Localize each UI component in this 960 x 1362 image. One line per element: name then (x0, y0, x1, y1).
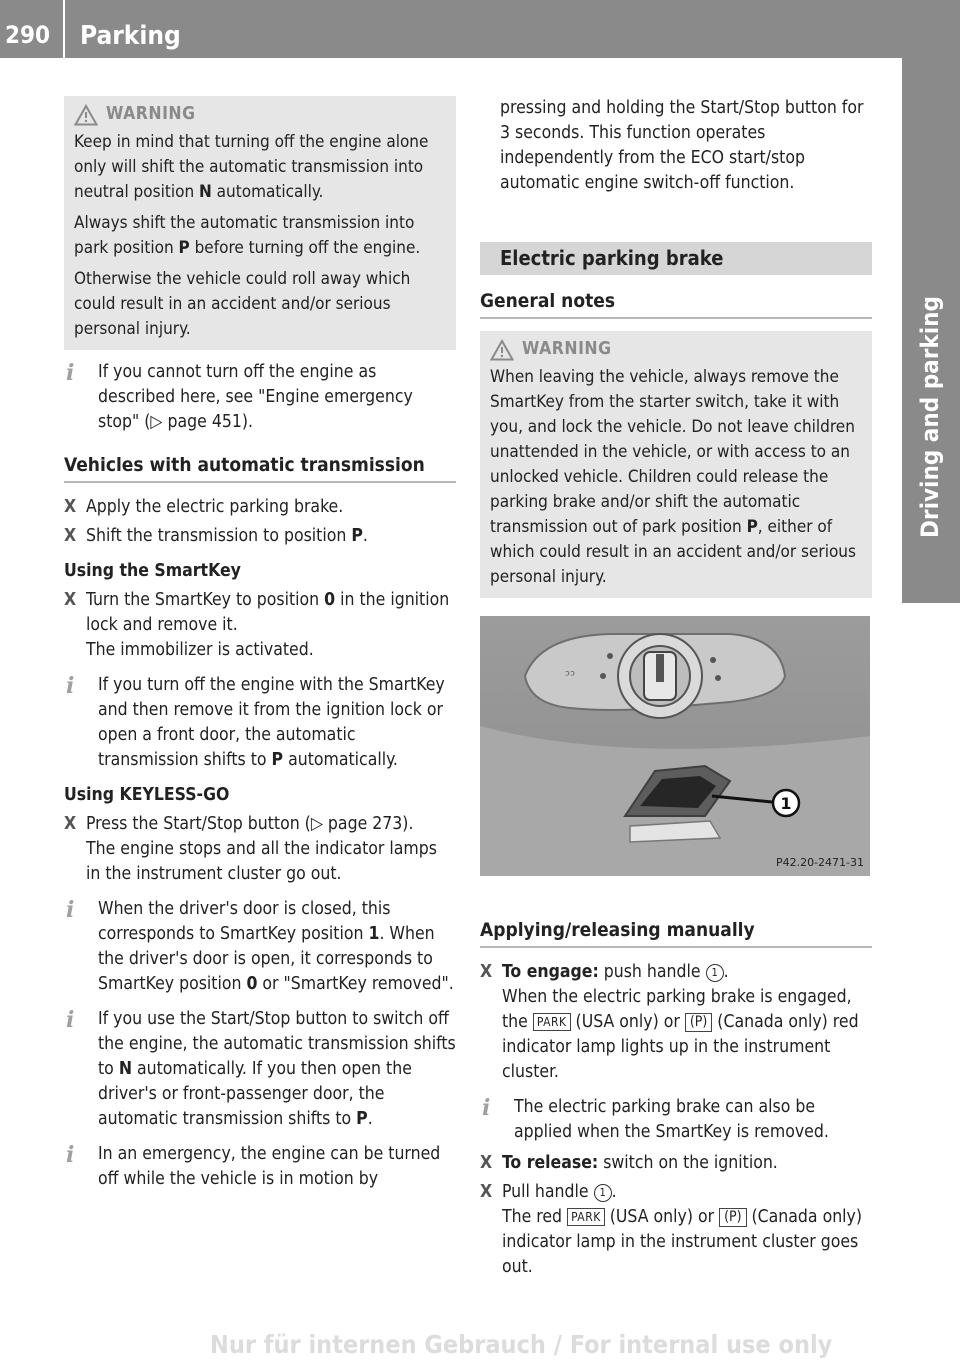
step-marker-icon: X (480, 1182, 493, 1202)
info-icon: i (482, 1095, 491, 1121)
info-note: i The electric parking brake can also be applied when the SmartKey is removed. (482, 1095, 829, 1142)
step-marker-icon: X (480, 1153, 493, 1173)
info-icon: i (66, 673, 75, 699)
park-indicator-icon: PARK (533, 1013, 571, 1031)
left-column (64, 96, 456, 1198)
warning-box (480, 331, 872, 598)
p-indicator-icon: (P) (719, 1208, 746, 1227)
instruction-step: X Shift the transmission to position P. (64, 524, 456, 549)
step-marker-icon: X (64, 497, 77, 517)
section-heading: Vehicles with automatic transmission (64, 453, 456, 483)
right-column (480, 96, 872, 1284)
park-indicator-icon: PARK (567, 1208, 605, 1226)
parking-brake-photo (480, 616, 872, 884)
instruction-step: X Turn the SmartKey to position 0 in the ignition lock and remove it. The immobilizer is activated. (64, 590, 450, 660)
warning-paragraph: Always shift the automatic transmission into park position P before turning off the engine. (74, 213, 421, 258)
page-number: 290 (5, 21, 51, 49)
section-heading: Applying/releasing manually (480, 918, 872, 948)
svg-text:ᵓᵓ: ᵓᵓ (565, 668, 576, 684)
callout-1-icon: 1 (706, 964, 724, 982)
warning-heading (490, 337, 862, 362)
image-code: P42.20-2471-31 (775, 856, 864, 869)
p-indicator-icon: (P) (685, 1013, 712, 1032)
footer-watermark: Nur für internen Gebrauch / For internal use only (210, 1330, 833, 1359)
step-marker-icon: X (64, 526, 77, 546)
subheading: Using KEYLESS-GO (64, 785, 230, 805)
warning-triangle-icon (74, 104, 98, 126)
callout-1-icon: 1 (594, 1184, 612, 1202)
info-note: i If you use the Start/Stop button to switch off the engine, the automatic transmission shifts to N automatically. If you then open the driver's or front-passenger door, the automatic transmission shifts to P. (66, 1007, 456, 1129)
warning-paragraph: When leaving the vehicle, always remove the SmartKey from the starter switch, take it with you, and lock the vehicle. Do not leave children unattended in the vehicle, or with access to an unlocked vehicle. Children could release the parking brake and/or shift the automatic transmission out of park position P, either of which could result in an accident and/or serious personal injury. (490, 367, 856, 587)
instruction-step: X Press the Start/Stop button (▷ page 273). The engine stops and all the indicator lamps in the instrument cluster go out. (64, 814, 437, 884)
instruction-step: X Pull handle 1 . The red PARK (USA only) or (P) (Canada only) indicator lamp in the instrument cluster goes out. (480, 1182, 863, 1277)
warning-triangle-icon (490, 339, 514, 361)
info-icon: i (66, 1007, 75, 1033)
section-heading: General notes (480, 289, 872, 319)
parking-brake-illustration (480, 616, 870, 876)
info-icon: i (66, 1142, 75, 1168)
warning-paragraph: Keep in mind that turning off the engine alone only will shift the automatic transmission into neutral position N automatically. (74, 132, 429, 202)
warning-title: WARNING (106, 104, 196, 124)
step-marker-icon: X (64, 814, 77, 834)
warning-title: WARNING (522, 339, 612, 359)
info-note: i When the driver's door is closed, this corresponds to SmartKey position 1. When the driver's door is open, it corresponds to SmartKey position 0 or "SmartKey removed". (66, 897, 454, 994)
info-note: i If you turn off the engine with the SmartKey and then remove it from the ignition lock or open a front door, the automatic transmission shifts to P automatically. (66, 673, 445, 770)
warning-heading (74, 102, 446, 127)
continued-text: pressing and holding the Start/Stop button for 3 seconds. This function operates independently from the ECO start/stop automatic engine switch-off function. (500, 98, 864, 193)
instruction-step: X Apply the electric parking brake. (64, 495, 456, 520)
info-icon: i (66, 897, 75, 923)
callout-number: 1 (780, 794, 792, 813)
subheading: Using the SmartKey (64, 561, 241, 581)
info-note: i If you cannot turn off the engine as described here, see "Engine emergency stop" (▷ page 451). (66, 360, 413, 432)
info-note: i In an emergency, the engine can be turned off while the vehicle is in motion by (66, 1142, 441, 1189)
instruction-step: X To release: switch on the ignition. (480, 1151, 872, 1176)
header-divider (63, 0, 65, 58)
warning-box (64, 96, 456, 350)
page-title: Parking (80, 21, 181, 51)
section-bar: Electric parking brake (480, 242, 872, 275)
side-tab-label (914, 480, 946, 538)
warning-paragraph: Otherwise the vehicle could roll away which could result in an accident and/or serious personal injury. (74, 269, 411, 339)
step-marker-icon: X (480, 962, 493, 982)
info-icon: i (66, 360, 75, 386)
instruction-step: X To engage: push handle 1 . When the electric parking brake is engaged, the PARK (USA only) or (P) (Canada only) red indicator lamp lights up in the instrument cluster. (480, 962, 859, 1082)
step-marker-icon: X (64, 590, 77, 610)
